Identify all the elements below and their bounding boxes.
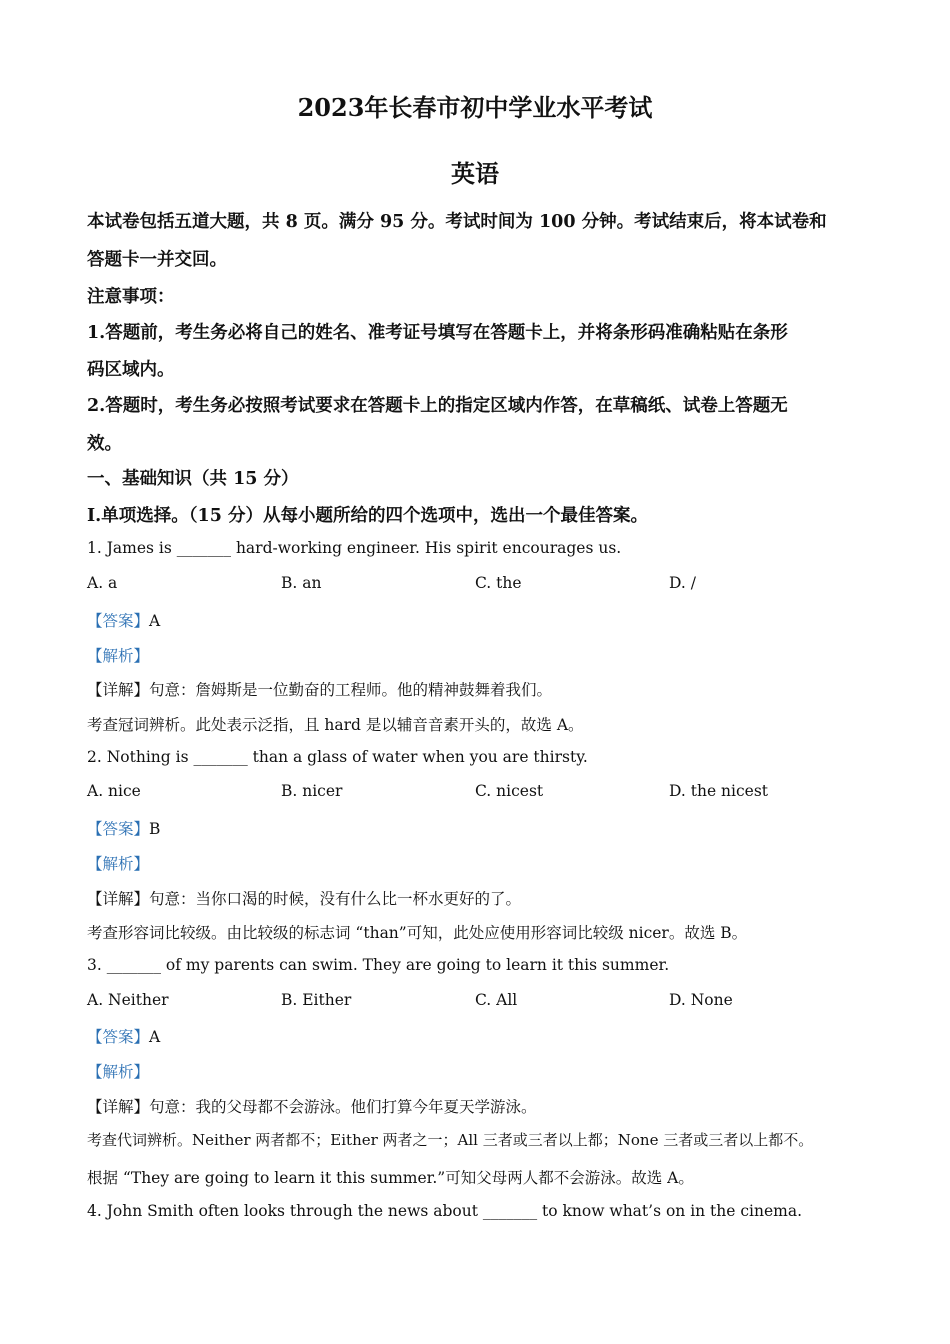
question-1-explain: 考查冠词辨析。此处表示泛指，且 hard 是以辅音音素开头的，故选 A。 xyxy=(87,716,584,734)
answer-value: A xyxy=(149,612,161,630)
question-3-explain-1: 考查代词辨析。Neither 两者都不；Either 两者之一；All 三者或三者以上都；None 三者或三者以上都不。 xyxy=(87,1131,814,1149)
question-3-analysis xyxy=(87,1060,149,1082)
detail-label: 【详解】 xyxy=(87,681,150,699)
section-title: I.单项选择。（15 分）从每小题所给的四个选项中，选出一个最佳答案。 xyxy=(87,506,648,526)
question-1-answer xyxy=(87,609,160,631)
question-3-option-c: C. All xyxy=(475,991,518,1009)
subject-title: 英语 xyxy=(451,159,499,188)
note-2-line-2: 效。 xyxy=(87,434,122,454)
question-1-detail xyxy=(87,678,552,700)
question-1-option-c: C. the xyxy=(475,574,522,592)
exam-title: 2023年长春市初中学业水平考试 xyxy=(297,93,653,122)
question-3-option-a: A. Neither xyxy=(87,991,169,1009)
question-2-answer xyxy=(87,817,160,839)
detail-label: 【详解】 xyxy=(87,1098,150,1116)
detail-text: 句意：詹姆斯是一位勤奋的工程师。他的精神鼓舞着我们。 xyxy=(149,681,553,699)
question-1-option-a: A. a xyxy=(87,574,118,592)
analysis-label: 【解析】 xyxy=(87,647,150,665)
answer-value: A xyxy=(149,1028,161,1046)
question-3-explain-2: 根据 “They are going to learn it this summer.”可知父母两人都不会游泳。故选 A。 xyxy=(87,1169,694,1187)
part-title: 一、基础知识（共 15 分） xyxy=(87,469,299,489)
detail-text: 句意：我的父母都不会游泳。他们打算今年夏天学游泳。 xyxy=(149,1098,537,1116)
question-2-stem: 2. Nothing is _______ than a glass of water when you are thirsty. xyxy=(87,748,588,766)
question-2-detail xyxy=(87,887,521,909)
question-3-stem: 3. _______ of my parents can swim. They are going to learn it this summer. xyxy=(87,956,670,974)
intro-line-1: 本试卷包括五道大题，共 8 页。满分 95 分。考试时间为 100 分钟。考试结束后，将本试卷和 xyxy=(87,212,827,232)
answer-label: 【答案】 xyxy=(87,820,150,838)
question-1-option-d: D. / xyxy=(669,574,696,592)
question-3-option-b: B. Either xyxy=(281,991,352,1009)
notice-title: 注意事项： xyxy=(87,287,175,307)
question-4-stem: 4. John Smith often looks through the news about _______ to know what’s on in the cinema. xyxy=(87,1202,803,1220)
note-2-line-1: 2.答题时，考生务必按照考试要求在答题卡上的指定区域内作答，在草稿纸、试卷上答题无 xyxy=(87,396,788,416)
detail-text: 句意：当你口渴的时候，没有什么比一杯水更好的了。 xyxy=(149,890,522,908)
question-3-option-d: D. None xyxy=(669,991,733,1009)
intro-line-2: 答题卡一并交回。 xyxy=(87,250,227,270)
detail-label: 【详解】 xyxy=(87,890,150,908)
question-2-explain: 考查形容词比较级。由比较级的标志词 “than”可知，此处应使用形容词比较级 nicer。故选 B。 xyxy=(87,924,748,942)
answer-value: B xyxy=(149,820,161,838)
note-1-line-2: 码区域内。 xyxy=(87,360,175,380)
question-1-stem: 1. James is _______ hard-working engineer. His spirit encourages us. xyxy=(87,539,622,557)
question-2-option-a: A. nice xyxy=(87,782,141,800)
question-3-detail xyxy=(87,1095,537,1117)
question-1-analysis xyxy=(87,644,149,666)
question-3-answer xyxy=(87,1025,160,1047)
question-2-option-c: C. nicest xyxy=(475,782,544,800)
question-2-option-b: B. nicer xyxy=(281,782,343,800)
analysis-label: 【解析】 xyxy=(87,855,150,873)
question-2-analysis xyxy=(87,852,149,874)
note-1-line-1: 1.答题前，考生务必将自己的姓名、准考证号填写在答题卡上，并将条形码准确粘贴在条形 xyxy=(87,323,788,343)
analysis-label: 【解析】 xyxy=(87,1063,150,1081)
question-2-option-d: D. the nicest xyxy=(669,782,769,800)
answer-label: 【答案】 xyxy=(87,612,150,630)
question-1-option-b: B. an xyxy=(281,574,322,592)
answer-label: 【答案】 xyxy=(87,1028,150,1046)
